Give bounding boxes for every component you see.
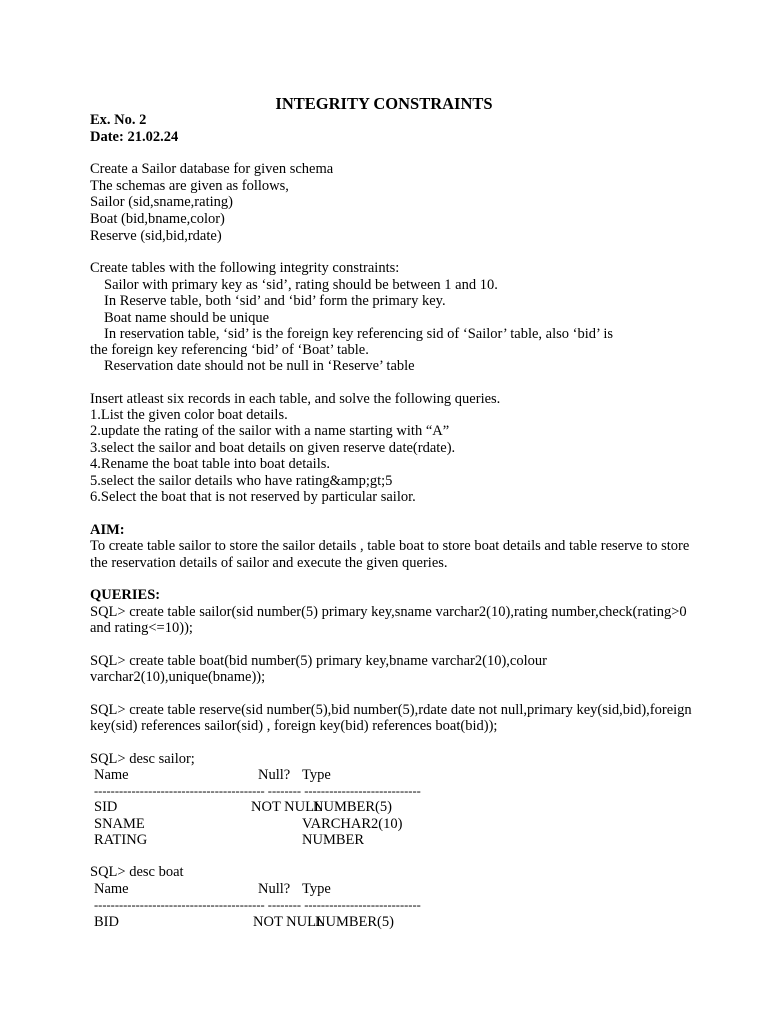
sql-create-boat: SQL> create table boat(bid number(5) primary key,bname varchar2(10),colour xyxy=(90,653,547,669)
schema-boat: Boat (bid,bname,color) xyxy=(90,211,225,227)
desc-row-type: NUMBER xyxy=(302,832,365,848)
aim-text: To create table sailor to store the sailor details , table boat to store boat details and table reserve to store xyxy=(90,538,690,554)
desc-sailor-command: SQL> desc sailor; xyxy=(90,751,195,767)
desc-row-name: BID xyxy=(94,914,119,930)
constraint-item: In reservation table, ‘sid’ is the foreign key referencing sid of ‘Sailor’ table, also ‘bid’ is xyxy=(104,326,614,342)
sql-create-boat: varchar2(10),unique(bname)); xyxy=(90,669,266,685)
desc-row-name: SNAME xyxy=(94,816,145,832)
aim-heading: AIM: xyxy=(90,522,125,538)
desc-boat-header-name: Name xyxy=(94,881,129,897)
exercise-number: Ex. No. 2 xyxy=(90,112,147,128)
desc-boat-header-null: Null? xyxy=(258,881,291,897)
aim-text: the reservation details of sailor and execute the given queries. xyxy=(90,555,448,571)
desc-row-name: RATING xyxy=(94,832,148,848)
constraint-item: In Reserve table, both ‘sid’ and ‘bid’ form the primary key. xyxy=(104,293,446,309)
desc-boat-command: SQL> desc boat xyxy=(90,864,184,880)
page-title: INTEGRITY CONSTRAINTS xyxy=(275,94,493,113)
desc-sailor-header-type: Type xyxy=(302,767,331,783)
task-item: 4.Rename the boat table into boat details. xyxy=(90,456,330,472)
queries-intro: Insert atleast six records in each table, and solve the following queries. xyxy=(90,391,501,407)
schema-sailor: Sailor (sid,sname,rating) xyxy=(90,194,233,210)
task-item: 5.select the sailor details who have rating&amp;gt;5 xyxy=(90,473,393,489)
intro-line: Create a Sailor database for given schema xyxy=(90,161,334,177)
constraint-item-continuation: the foreign key referencing ‘bid’ of ‘Boat’ table. xyxy=(90,342,369,358)
desc-row-type: VARCHAR2(10) xyxy=(302,816,403,832)
constraint-item: Boat name should be unique xyxy=(104,310,270,326)
sql-create-reserve: key(sid) references sailor(sid) , foreign key(bid) references boat(bid)); xyxy=(90,718,498,734)
exercise-date: Date: 21.02.24 xyxy=(90,129,179,145)
desc-row-type: NUMBER(5) xyxy=(313,799,392,815)
desc-sailor-separator: ----------------------------------------- -------- ---------------------------- xyxy=(94,784,421,798)
sql-create-sailor: and rating<=10)); xyxy=(90,620,193,636)
desc-sailor-header-name: Name xyxy=(94,767,129,783)
desc-row-null: NOT NULL xyxy=(253,914,325,930)
sql-create-sailor: SQL> create table sailor(sid number(5) primary key,sname varchar2(10),rating number,check(rating>0 xyxy=(90,604,687,620)
desc-boat-header-type: Type xyxy=(302,881,331,897)
task-item: 2.update the rating of the sailor with a name starting with “A” xyxy=(90,423,450,439)
schema-reserve: Reserve (sid,bid,rdate) xyxy=(90,228,222,244)
task-item: 6.Select the boat that is not reserved by particular sailor. xyxy=(90,489,416,505)
intro-line: The schemas are given as follows, xyxy=(90,178,289,194)
sql-create-reserve: SQL> create table reserve(sid number(5),bid number(5),rdate date not null,primary key(sid,bid),foreign xyxy=(90,702,692,718)
task-item: 1.List the given color boat details. xyxy=(90,407,288,423)
constraints-heading: Create tables with the following integrity constraints: xyxy=(90,260,400,276)
queries-heading: QUERIES: xyxy=(90,587,161,603)
desc-row-name: SID xyxy=(94,799,118,815)
desc-row-type: NUMBER(5) xyxy=(315,914,394,930)
constraint-item: Reservation date should not be null in ‘Reserve’ table xyxy=(104,358,415,374)
desc-sailor-header-null: Null? xyxy=(258,767,291,783)
constraint-item: Sailor with primary key as ‘sid’, rating should be between 1 and 10. xyxy=(104,277,498,293)
desc-row-null: NOT NULL xyxy=(251,799,323,815)
task-item: 3.select the sailor and boat details on given reserve date(rdate). xyxy=(90,440,456,456)
desc-boat-separator: ----------------------------------------- -------- ---------------------------- xyxy=(94,898,421,912)
